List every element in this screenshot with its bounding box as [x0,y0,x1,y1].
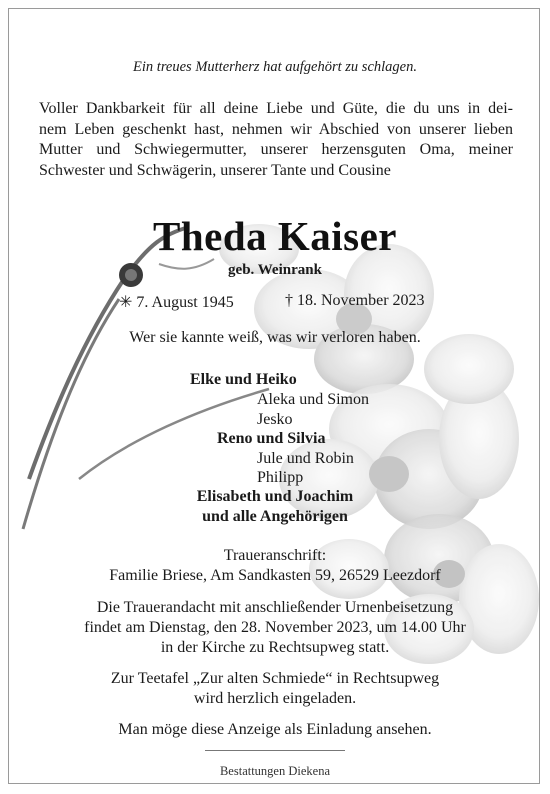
birth-date: 7. August 1945 [136,294,234,311]
tea-line: wird herzlich eingeladen. [193,690,357,707]
quote: Wer sie kannte weiß, was wir verloren haben. [129,329,421,346]
intro-paragraph [39,99,513,181]
birth-star-icon: ✳ [119,294,133,311]
invitation: Man möge diese Anzeige als Einladung ansehen. [118,721,432,738]
service-line: in der Kirche zu Rechtsupweg statt. [160,639,390,656]
intro-line: nem Leben geschenkt hast, nehmen wir Abschied von unserer lieben [39,120,513,138]
mourner-line: und alle Angehörigen [202,508,348,525]
mourner-line: Jesko [257,411,293,428]
mourner-line: Philipp [257,469,304,486]
address-label: Traueranschrift: [223,547,327,564]
death-date-group [285,292,425,310]
motto: Ein treues Mutterherz hat aufgehört zu schlagen. [133,59,417,75]
maiden-name: geb. Weinrank [228,262,322,278]
intro-line: Mutter und Schwiegermutter, unserer herzensguten Oma, meiner [39,141,513,158]
obituary-frame [8,8,540,784]
funeral-home: Bestattungen Diekena [219,764,331,778]
intro-line: Voller Dankbarkeit für all deine Liebe und Güte, die du uns in dei- [39,100,513,117]
service-line: Die Trauerandacht mit anschließender Urnenbeisetzung [96,599,454,616]
death-date: 18. November 2023 [297,292,425,309]
mourner-line: Elke und Heiko [190,371,297,388]
obituary-content [9,9,540,784]
service-line: findet am Dienstag, den 28. November 2023, um 14.00 Uhr [84,619,466,636]
birth-date-group [119,292,234,312]
mourner-line: Jule und Robin [257,450,354,467]
address: Familie Briese, Am Sandkasten 59, 26529 Leezdorf [109,567,441,584]
mourner-line: Aleka und Simon [257,391,369,408]
mourner-line: Reno und Silvia [217,430,326,447]
mourner-line: Elisabeth und Joachim [196,488,354,505]
death-cross-icon: † [285,292,293,309]
intro-line: Schwester und Schwägerin, unserer Tante und Cousine [39,161,391,179]
tea-line: Zur Teetafel „Zur alten Schmiede“ in Rechtsupweg [110,670,440,687]
deceased-name: Theda Kaiser [152,213,398,259]
footer-divider [205,750,345,751]
